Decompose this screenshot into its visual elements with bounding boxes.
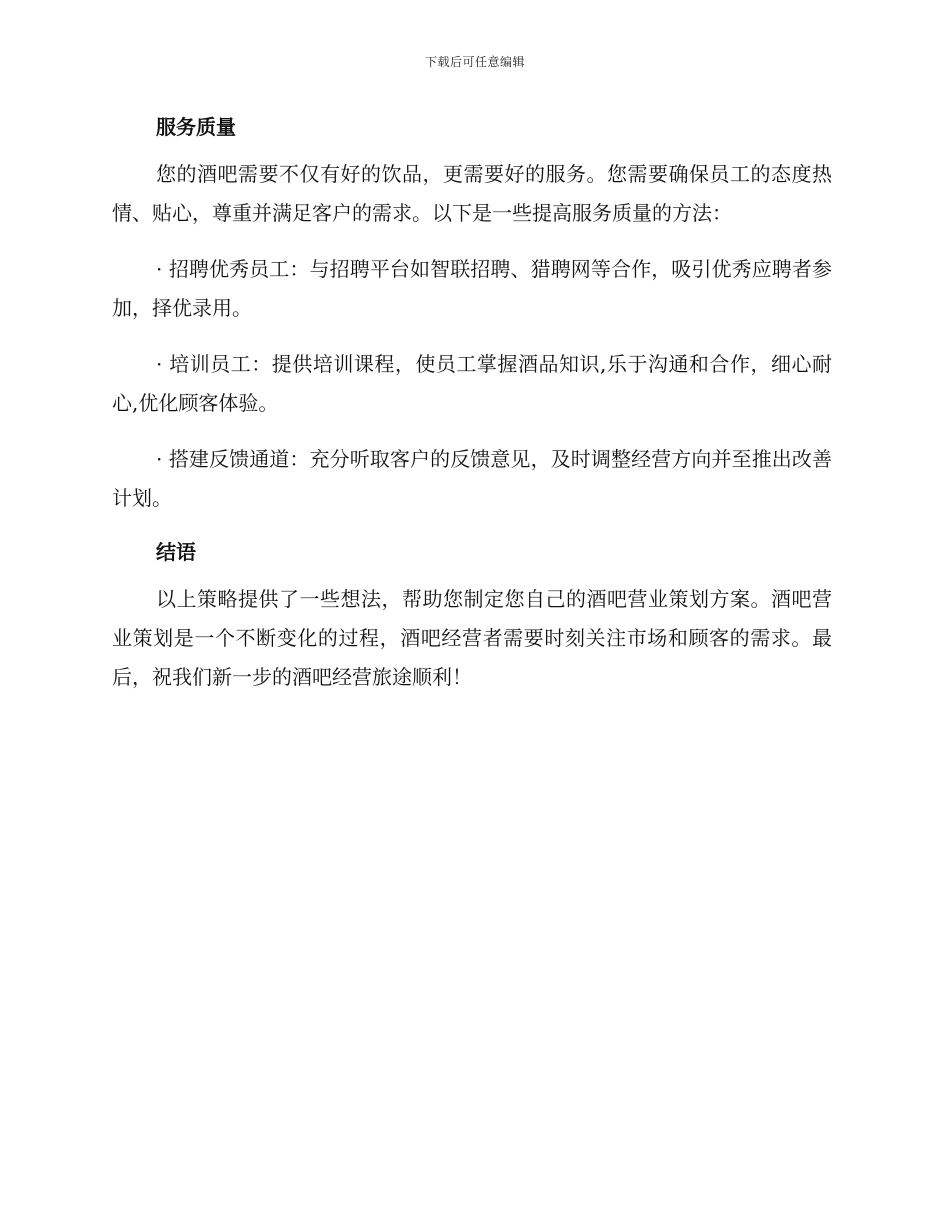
bullet-recruit-staff: · 招聘优秀员工：与招聘平台如智联招聘、猎聘网等合作，吸引优秀应聘者参加，择优录用。 bbox=[112, 257, 832, 320]
section-heading-conclusion: 结语 bbox=[156, 540, 196, 564]
bullet-feedback-channel: · 搭建反馈通道：充分听取客户的反馈意见，及时调整经营方向并至推出改善计划。 bbox=[112, 447, 832, 510]
conclusion-paragraph: 以上策略提供了一些想法，帮助您制定您自己的酒吧营业策划方案。酒吧营业策划是一个不断变化的过程，酒吧经营者需要时刻关注市场和顾客的需求。最后，祝我们新一步的酒吧经营旅途顺利！ bbox=[112, 587, 832, 689]
document-body bbox=[112, 110, 832, 714]
bullet-train-staff: · 培训员工：提供培训课程，使员工掌握酒品知识,乐于沟通和合作，细心耐心,优化顾客体验。 bbox=[112, 352, 832, 415]
service-intro-paragraph: 您的酒吧需要不仅有好的饮品，更需要好的服务。您需要确保员工的态度热情、贴心，尊重并满足客户的需求。以下是一些提高服务质量的方法： bbox=[112, 162, 832, 225]
page-header-note: 下载后可任意编辑 bbox=[424, 55, 525, 69]
section-heading-service-quality: 服务质量 bbox=[156, 115, 236, 139]
